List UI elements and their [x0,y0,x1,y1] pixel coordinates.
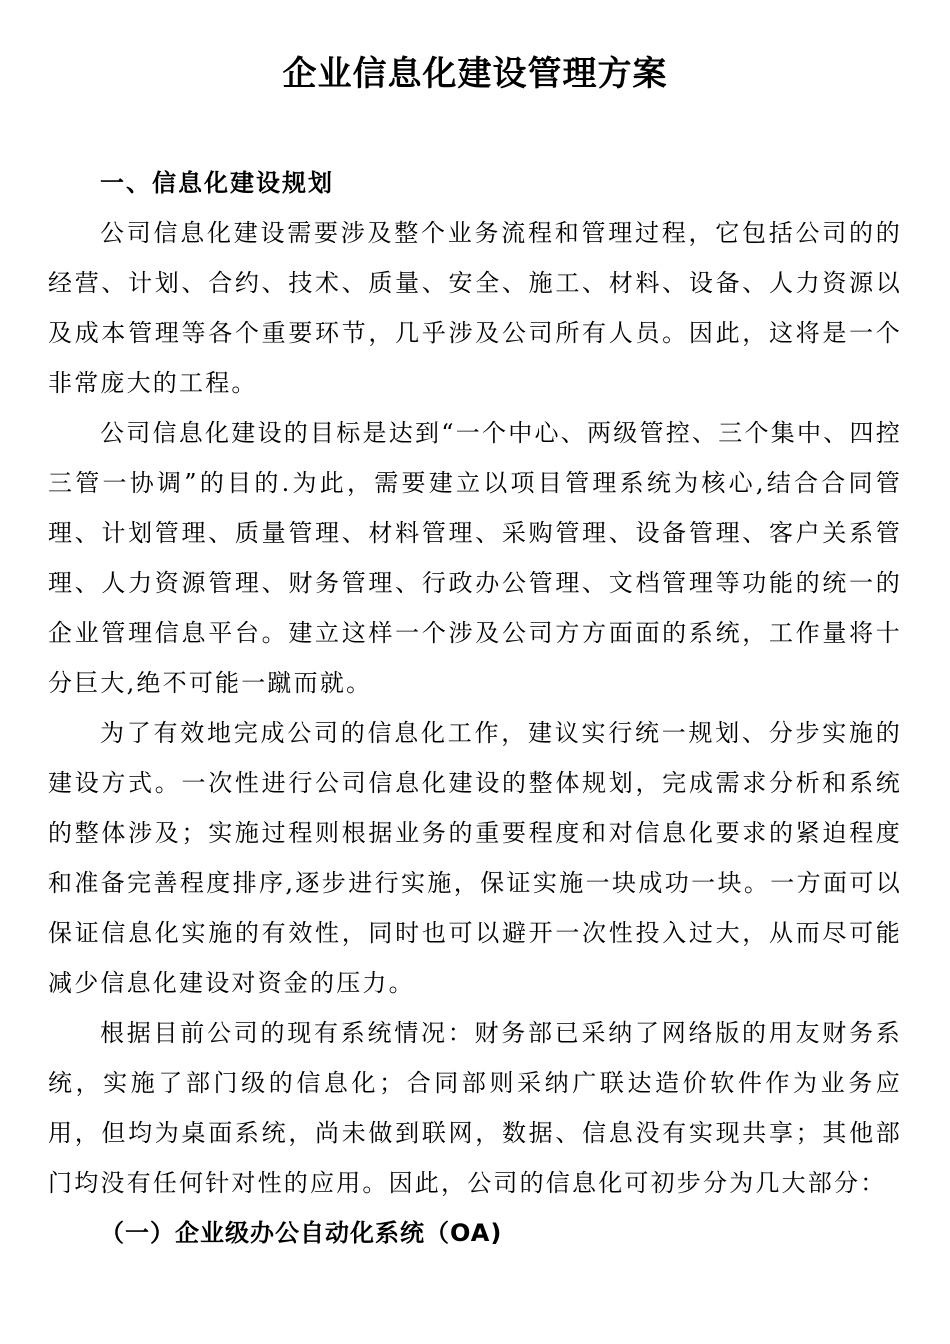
section-heading: 一、信息化建设规划 [100,168,334,197]
document-title: 企业信息化建设管理方案 [282,54,668,94]
subsection-heading: （一）企业级办公自动化系统（OA) [100,1219,503,1247]
paragraph: 根据目前公司的现有系统情况：财务部已采纳了网络版的用友财务系统，实施了部门级的信息化；合同部则采纳广联达造价软件作为业务应用，但均为桌面系统，尚未做到联网，数据、信息没有实现共享；其他部门均没有任何针对性的应用。因此，公司的信息化可初步分为几大部分： [48,1019,902,1197]
paragraph: 为了有效地完成公司的信息化工作，建议实行统一规划、分步实施的建设方式。一次性进行公司信息化建设的整体规划，完成需求分析和系统的整体涉及；实施过程则根据业务的重要程度和对信息化要求的紧迫程度和准备完善程度排序,逐步进行实施，保证实施一块成功一块。一方面可以保证信息化实施的有效性，同时也可以避开一次性投入过大，从而尽可能减少信息化建设对资金的压力。 [48,719,902,997]
paragraph: 公司信息化建设需要涉及整个业务流程和管理过程，它包括公司的的经营、计划、合约、技术、质量、安全、施工、材料、设备、人力资源以及成本管理等各个重要环节，几乎涉及公司所有人员。因此，这将是一个非常庞大的工程。 [48,219,902,397]
paragraph: 公司信息化建设的目标是达到“一个中心、两级管控、三个集中、四控三管一协调”的目的.为此，需要建立以项目管理系统为核心,结合合同管理、计划管理、质量管理、材料管理、采购管理、设备管理、客户关系管理、人力资源管理、财务管理、行政办公管理、文档管理等功能的统一的企业管理信息平台。建立这样一个涉及公司方方面面的系统，工作量将十分巨大,绝不可能一蹴而就。 [48,419,902,697]
